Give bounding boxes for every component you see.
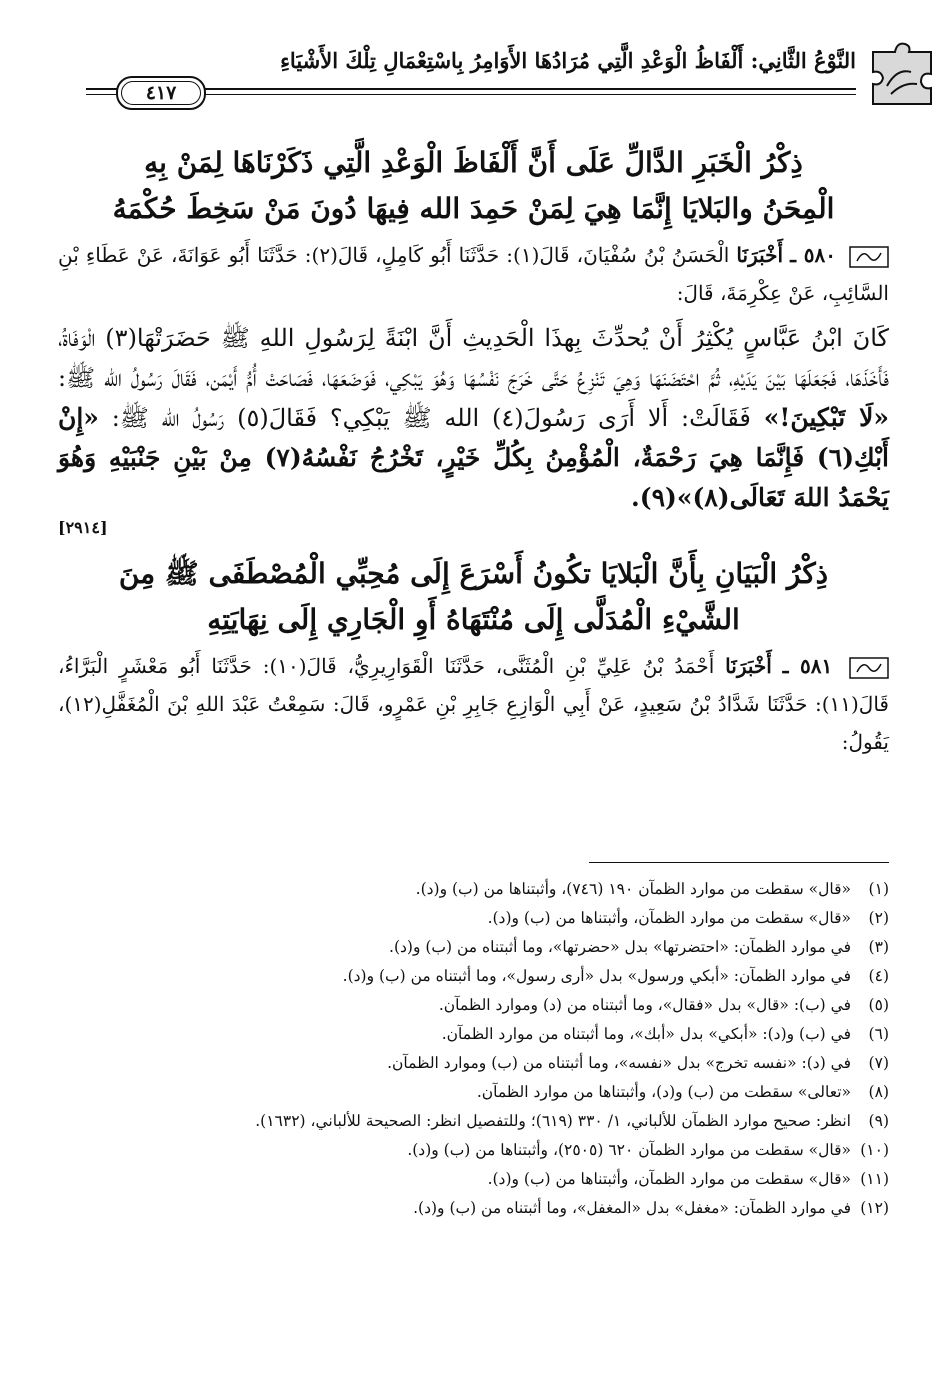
heading-line: ذِكْرُ الْخَبَرِ الدَّالِّ عَلَى أَنَّ أَلْفَاظَ الْوَعْدِ الَّتِي ذَكَرْنَاهَا لِمَنْ بِهِ (144, 146, 803, 179)
footnote-text: «قال» سقطت من موارد الظمآن، وأثبتناها من (ب) و(د). (487, 909, 851, 927)
heading-line: ذِكْرُ الْبَيَانِ بِأَنَّ الْبَلايَا تكُونُ أَسْرَعَ إِلَى مُحِبِّي الْمُصْطَفَى ﷺ مِنَ (118, 557, 829, 590)
footnote (58, 1136, 889, 1165)
prophet-saying: «إِنْ أَبْكِ(٦) فَإِنَّمَا هِيَ رَحْمَةٌ، الْمُؤْمِنُ بِكُلِّ خَيْرٍ، تَخْرُجُ نَفْسُهُ(٧) مِنْ بَيْنِ جَنْبَيْهِ وَهُوَ يَحْمَدُ اللهَ تَعَالَى(٨)»(٩). (58, 403, 889, 512)
chain-keyword: أَخْبَرَنَا (725, 654, 772, 678)
footnote-number: (٥) (868, 996, 889, 1014)
footnote-number: (٨) (868, 1083, 889, 1101)
footnote-separator (589, 862, 889, 863)
chain-text: الْحَسَنُ بْنُ سُفْيَانَ، قَالَ(١): حَدَّثَنَا أَبُو كَامِلٍ، قَالَ(٢): حَدَّثَنَا أَبُو عَوَانَةَ، عَنْ عَطَاءِ بْنِ السَّائِبِ، عَنْ عِكْرِمَةَ، قَالَ: (58, 243, 889, 305)
heading-line: الشَّيْءِ الْمُدَلَّى إِلَى مُنْتَهَاهُ أَوِ الْجَارِي إِلَى نِهَايَتِهِ (207, 603, 740, 636)
footnote-number: (٦) (868, 1025, 889, 1043)
footnote-number: (٤) (868, 967, 889, 985)
page-number: ٤١٧ (145, 82, 177, 104)
footnote-text: انظر: صحيح موارد الظمآن للألباني، ١/ ٣٣٠ (٦١٩)؛ وللتفصيل انظر: الصحيحة للألباني، (١٦٣٢). (255, 1112, 851, 1130)
hadith-text: فَقَالَتْ: أَلا أَرَى رَسُولَ(٤) الله ﷺ يَبْكِي؟ فَقَالَ(٥) رَسُولُ الله ﷺ: (111, 404, 751, 432)
footnote-text: في (ب) و(د): «أبكي» بدل «أبك»، وما أثبتناه من موارد الظمآن. (441, 1025, 851, 1043)
footnote-text: في موارد الظمآن: «احتضرتها» بدل «حضرتها»، وما أثبتناه من (ب) و(د). (389, 938, 851, 956)
footnote-text: في موارد الظمآن: «أبكي ورسول» بدل «أرى رسول»، وما أثبتناه من (ب) و(د). (342, 967, 851, 985)
hadith-text: كَانَ ابْنُ عَبَّاسٍ يُكْثِرُ أَنْ يُحدِّثَ بِهذَا الْحَدِيثِ أَنَّ ابْنَةً لِرَسُولِ اللهِ ﷺ حَضَرَتْهَا(٣) الْوَفَاةُ، فَأَخَذَهَا، فَجَعَلَهَا بَيْنَ يَدَيْهِ، ثُمَّ احْتَضَنَهَا وَهِيَ تَنْزِعُ حَتَّى خَرَجَ نَفْسُهَا وَهُوَ يَبْكِي، فَوَضَعَهَا، فَصَاحَتْ أُمُّ أَيْمَن، فَقَالَ رَسُولُ الله ﷺ: (58, 324, 889, 392)
footnote-text: «قال» سقطت من موارد الظمآن، وأثبتناها من (ب) و(د). (487, 1170, 851, 1188)
hadith-chain (58, 236, 889, 312)
heading-line: الْمِحَنُ والبَلايَا إِنَّمَا هِيَ لِمَنْ حَمِدَ الله فِيهَا دُونَ مَنْ سَخِطَ حُكْمَهُ (112, 192, 835, 225)
footnote-number: (١١) (860, 1170, 889, 1188)
footnote (58, 1107, 889, 1136)
footnote-number: (١) (868, 880, 889, 898)
page-number-badge (116, 76, 206, 110)
hadith-number: ٥٨٠ ـ (790, 243, 836, 267)
hadith-marker-icon (849, 656, 889, 680)
puzzle-piece-icon (867, 38, 937, 108)
footnote (58, 1020, 889, 1049)
footnote (58, 1049, 889, 1078)
main-content (58, 140, 889, 761)
page-header (86, 40, 856, 112)
footnote-text: في (ب): «قال» بدل «فقال»، وما أثبتناه من (د) وموارد الظمآن. (438, 996, 851, 1014)
footnote-text: في موارد الظمآن: «مغفل» بدل «المغفل»، وما أثبتناه من (ب) و(د). (413, 1199, 851, 1217)
footnote (58, 1194, 889, 1223)
footnote-text: «تعالى» سقطت من (ب) و(د)، وأثبتناها من موارد الظمآن. (476, 1083, 851, 1101)
hadith-number: ٥٨١ ـ (782, 654, 833, 678)
footnote (58, 875, 889, 904)
footnote-number: (٧) (868, 1054, 889, 1072)
chain-keyword: أَخْبَرَنَا (736, 243, 784, 267)
hadith-body (58, 318, 889, 518)
footnote (58, 991, 889, 1020)
takhrij-row (58, 518, 889, 537)
footnote-number: (١٢) (860, 1199, 889, 1217)
footnote-text: «قال» سقطت من موارد الظمآن ١٩٠ (٧٤٦)، وأثبتناها من (ب) و(د). (415, 880, 851, 898)
hadith-chain (58, 647, 889, 761)
footnote (58, 1078, 889, 1107)
page-number-frame (121, 81, 201, 105)
footnote (58, 962, 889, 991)
footnote-number: (٢) (868, 909, 889, 927)
hadith-marker-icon (849, 245, 889, 269)
footnote-number: (٣) (868, 938, 889, 956)
footnote (58, 933, 889, 962)
footnote-number: (١٠) (860, 1141, 889, 1159)
section-heading (58, 551, 889, 643)
chapter-title: النَّوْعُ الثَّانِي: أَلْفَاظُ الْوَعْدِ الَّتِي مُرَادُهَا الأَوَامِرُ بِاسْتِعْمَالِ تِلْكَ الأَشْيَاءِ (280, 48, 856, 73)
footnote-number: (٩) (868, 1112, 889, 1130)
footnote (58, 1165, 889, 1194)
footnote-text: في (د): «نفسه تخرج» بدل «نفسه»، وما أثبتناه من (ب) وموارد الظمآن. (387, 1054, 851, 1072)
chain-text: أَحْمَدُ بْنُ عَلِيِّ بْنِ الْمُثَنَّى، حَدَّثَنَا الْقَوَارِيرِيُّ، قَالَ(١٠): حَدَّثَنَا أَبُو مَعْشَرٍ الْبَرَّاءُ، قَالَ(١١): حَدَّثَنَا شَدَّادُ بْنُ سَعِيدٍ، عَنْ أَبِي الْوَازِعِ جَابِرِ بْنِ عَمْرٍو، قَالَ: سَمِعْتُ عَبْدَ اللهِ بْنَ الْمُغَفَّلِ(١٢)، يَقُولُ: (58, 654, 889, 754)
footnotes (58, 875, 889, 1223)
footnote-text: «قال» سقطت من موارد الظمآن ٦٢٠ (٢٥٠٥)، وأثبتناها من (ب) و(د). (407, 1141, 851, 1159)
prophet-saying: «لَا تَبْكِينَ!» (763, 403, 889, 432)
takhrij-number: [٢٩١٤] (58, 518, 108, 537)
footnote (58, 904, 889, 933)
section-heading (58, 140, 889, 232)
